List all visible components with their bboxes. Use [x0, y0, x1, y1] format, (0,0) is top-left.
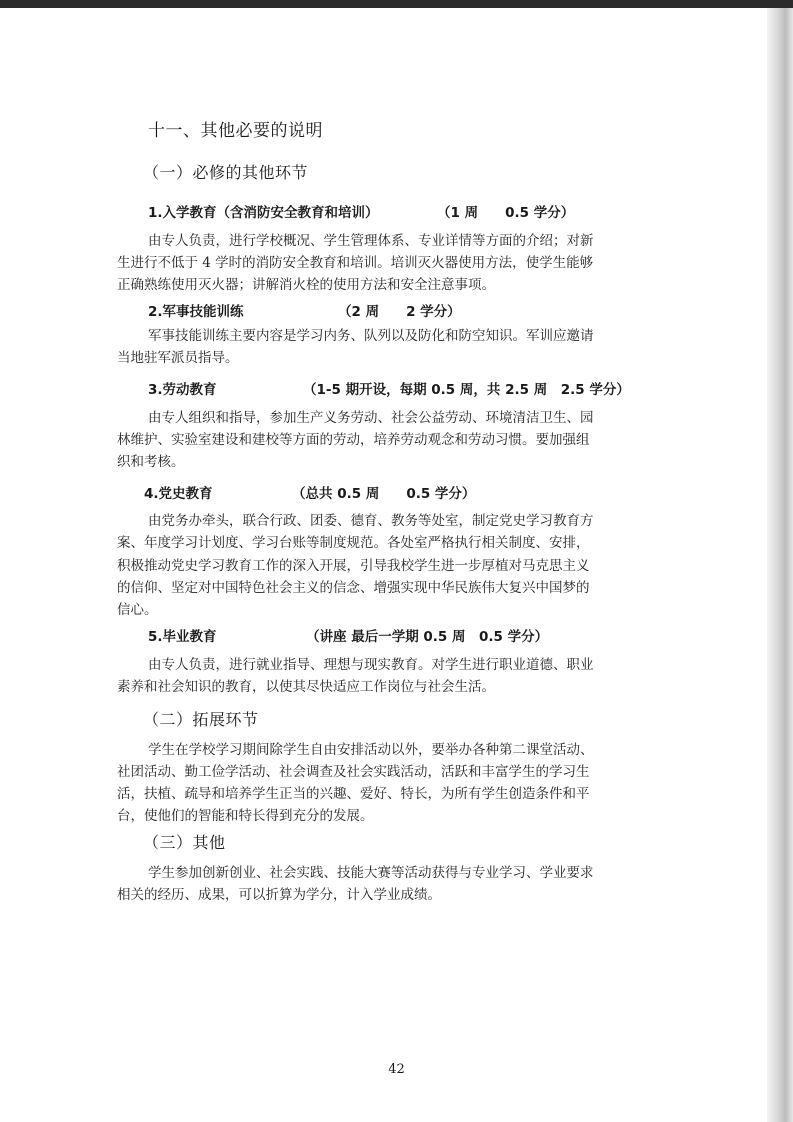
paragraph-line: 由专人负责，进行就业指导、理想与现实教育。对学生进行职业道德、职业 — [148, 657, 594, 673]
scan-right-edge — [767, 8, 793, 1122]
paragraph-line: 相关的经历、成果，可以折算为学分，计入学业成绩。 — [117, 887, 441, 903]
item-note-graduation: （讲座 最后一学期 0.5 周 0.5 学分） — [306, 629, 549, 645]
paragraph-line: 活，扶植、疏导和培养学生正当的兴趣、爱好、特长，为所有学生创造条件和平 — [117, 786, 590, 802]
paragraph-line: 由党务办牵头，联合行政、团委、德育、教务等处室，制定党史学习教育方 — [148, 513, 594, 529]
paragraph-line: 信心。 — [117, 602, 158, 618]
paragraph-line: 积极推动党史学习教育工作的深入开展，引导我校学生进一步厚植对马克思主义 — [117, 558, 590, 574]
paragraph-line: 林维护、实验室建设和建校等方面的劳动，培养劳动观念和劳动习惯。要加强组 — [117, 432, 590, 448]
subsection-title-other: （三）其他 — [143, 833, 226, 852]
paragraph-line: 正确熟练使用灭火器；讲解消火栓的使用方法和安全注意事项。 — [117, 277, 495, 293]
item-heading-labor: 3.劳动教育 — [148, 382, 217, 398]
paragraph-line: 素养和社会知识的教育，以使其尽快适应工作岗位与社会生活。 — [117, 679, 495, 695]
paragraph-line: 由专人组织和指导，参加生产义务劳动、社会公益劳动、环境清洁卫生、园 — [148, 410, 594, 426]
item-heading-enrollment: 1.入学教育（含消防安全教育和培训） — [148, 205, 379, 221]
item-heading-military: 2.军事技能训练 — [148, 304, 244, 320]
section-title: 十一、其他必要的说明 — [148, 121, 323, 141]
paragraph-line: 织和考核。 — [117, 454, 185, 470]
paragraph-line: 学生参加创新创业、社会实践、技能大赛等活动获得与专业学习、学业要求 — [148, 865, 594, 881]
item-note-labor: （1-5 期开设，每期 0.5 周，共 2.5 周 2.5 学分） — [303, 382, 630, 398]
paragraph-line: 案、年度学习计划度、学习台账等制度规范。各处室严格执行相关制度、安排， — [117, 535, 590, 551]
paragraph-line: 由专人负责，进行学校概况、学生管理体系、专业详情等方面的介绍；对新 — [148, 233, 594, 249]
paragraph-line: 社团活动、勤工俭学活动、社会调查及社会实践活动，活跃和丰富学生的学习生 — [117, 764, 590, 780]
subsection-title-extension: （二）拓展环节 — [143, 710, 259, 729]
subsection-title-required: （一）必修的其他环节 — [143, 163, 309, 182]
paragraph-line: 学生在学校学习期间除学生自由安排活动以外，要举办各种第二课堂活动、 — [148, 742, 594, 758]
item-note-enrollment: （1 周 0.5 学分） — [437, 205, 575, 221]
paragraph-line: 台，使他们的智能和特长得到充分的发展。 — [117, 808, 374, 824]
item-heading-party-history: 4.党史教育 — [144, 486, 213, 502]
paragraph-line: 当地驻军派员指导。 — [117, 350, 239, 366]
item-heading-graduation: 5.毕业教育 — [148, 629, 217, 645]
item-note-military: （2 周 2 学分） — [338, 304, 461, 320]
paragraph-line: 军事技能训练主要内容是学习内务、队列以及防化和防空知识。军训应邀请 — [148, 328, 594, 344]
page-number: 42 — [388, 1062, 405, 1077]
paragraph-line: 生进行不低于 4 学时的消防安全教育和培训。培训灭火器使用方法，使学生能够 — [117, 255, 594, 271]
item-note-party-history: （总共 0.5 周 0.5 学分） — [292, 486, 476, 502]
paragraph-line: 的信仰、坚定对中国特色社会主义的信念、增强实现中华民族伟大复兴中国梦的 — [117, 580, 590, 596]
